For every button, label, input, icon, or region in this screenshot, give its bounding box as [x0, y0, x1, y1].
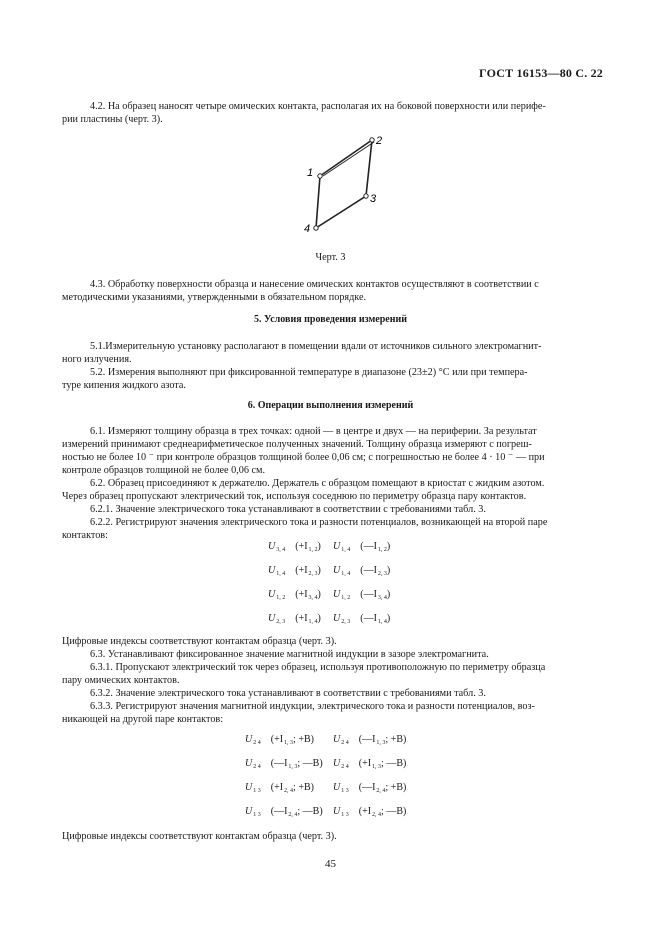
potential-index: 1 3: [253, 788, 261, 794]
current-symbol: (—I: [360, 589, 377, 600]
current-index: 2, 4: [288, 812, 298, 818]
equation-right: [333, 758, 406, 770]
potential-symbol: U: [333, 782, 341, 793]
paragraph-6-1-line-1: 6.1. Измеряют толщину образца в трех точках: одной — в центре и двух — на периферии. За результат: [90, 426, 537, 437]
potential-index: 1, 4: [341, 547, 351, 553]
equation-right: [333, 806, 406, 818]
contact-label-2: 2: [376, 135, 383, 147]
paragraph-6-1: [62, 425, 598, 477]
potential-index: 1, 4: [276, 571, 286, 577]
equation-right: [333, 565, 390, 577]
potential-symbol: U: [333, 565, 341, 576]
paren: ): [386, 589, 391, 600]
potential-symbol: U: [333, 734, 341, 745]
current-symbol: (—I: [270, 758, 288, 769]
potential-index: 1, 4: [341, 571, 351, 577]
current-symbol: (+I: [270, 782, 284, 793]
current-symbol: (+I: [295, 565, 308, 576]
potential-symbol: U: [333, 589, 341, 600]
current-index: 3, 4: [377, 595, 387, 601]
potential-index: 1 3: [341, 812, 349, 818]
potential-index: 1 3: [253, 812, 261, 818]
current-index: 2, 4: [376, 788, 386, 794]
equation-right: [333, 541, 390, 553]
equation-right: [333, 734, 406, 746]
current-symbol: (—I: [360, 565, 377, 576]
current-symbol: (+I: [358, 758, 372, 769]
current-symbol: (+I: [295, 541, 308, 552]
paragraph-5-2: [62, 366, 598, 392]
contact-label-1: 1: [307, 167, 314, 179]
equation-left: [268, 613, 321, 625]
paragraph-6-1-line-4: контроле образцов толщиной не более 0,06 см.: [62, 465, 266, 476]
equation-left: [245, 782, 314, 794]
contact-label-4: 4: [304, 223, 311, 235]
field-sign: ; +B): [385, 734, 407, 745]
paragraph-4-3: [62, 278, 598, 304]
current-index: 2, 3: [308, 571, 318, 577]
section-6-heading: 6. Операции выполнения измерений: [247, 400, 414, 411]
potential-symbol: U: [245, 782, 253, 793]
paragraph-4-3-line-1: 4.3. Обработку поверхности образца и нанесение омических контактов осуществляют в соответствии с: [90, 279, 539, 290]
current-index: 1, 3: [372, 764, 382, 770]
paragraph-4-2-line-1: 4.2. На образец наносят четыре омических контакта, располагая их на боковой поверхности или перифе-: [90, 101, 546, 112]
equation-right: [333, 589, 390, 601]
paragraph-6-2-line-2: Через образец пропускают электрический ток, используя соседнюю по периметру образца пару контактов.: [62, 491, 527, 502]
paragraph-6-3-2: 6.3.2. Значение электрического тока устанавливают в соответствии с требованиями табл. 3.: [90, 688, 486, 699]
contact-4-dot: [314, 226, 318, 230]
current-index: 1, 3: [288, 764, 298, 770]
digits-note-2: Цифровые индексы соответствуют контактам образца (черт. 3).: [62, 831, 337, 842]
sample-plate-edge: [323, 142, 374, 176]
potential-symbol: U: [333, 806, 341, 817]
paragraph-4-2-line-2: рии пластины (черт. 3).: [62, 114, 163, 125]
paragraph-6-3-1-line-1: 6.3.1. Пропускают электрический ток через образец, используя противоположную по периметру образца: [90, 662, 546, 673]
current-symbol: (+I: [295, 589, 308, 600]
field-sign: ; —B): [297, 758, 323, 769]
paragraph-6-3-3: [62, 700, 598, 726]
field-sign: ; +B): [293, 734, 314, 745]
paragraph-6-3: 6.3. Устанавливают фиксированное значение магнитной индукции в зазоре электромагнита.: [90, 649, 489, 660]
contact-1-dot: [318, 174, 322, 178]
contact-label-3: 3: [370, 193, 377, 205]
potential-index: 2 4: [341, 764, 349, 770]
current-index: 1, 4: [308, 619, 318, 625]
paragraph-5-1-line-1: 5.1.Измерительную установку располагают в помещении вдали от источников сильного электромагнит-: [90, 341, 542, 352]
equation-left: [245, 758, 323, 770]
potential-index: 3, 4: [276, 547, 286, 553]
page-header: ГОСТ 16153—80 С. 22: [479, 66, 603, 80]
current-symbol: (—I: [358, 782, 376, 793]
sample-plate-outline: [316, 140, 372, 228]
current-symbol: (—I: [360, 541, 377, 552]
paren: ): [317, 613, 321, 624]
paragraph-6-3-1: [62, 661, 598, 687]
page-number: 45: [325, 858, 336, 870]
paragraph-6-1-line-3: ностью не более 10 ⁻ при контроле образцов толщиной более 0,06 см; с погрешностью не более 4 · 10 ⁻ — при: [62, 452, 545, 463]
potential-index: 2, 3: [341, 619, 351, 625]
equation-left: [268, 565, 321, 577]
current-index: 1, 3: [284, 740, 294, 746]
equation-right: [333, 782, 406, 794]
current-index: 2, 4: [284, 788, 294, 794]
paren: ): [317, 541, 321, 552]
paragraph-6-2: [62, 477, 598, 503]
equation-left: [268, 541, 321, 553]
paragraph-6-2-1: 6.2.1. Значение электрического тока устанавливают в соответствии с требованиями табл. 3.: [90, 504, 486, 515]
potential-index: 2 4: [253, 764, 261, 770]
paren: ): [386, 541, 391, 552]
current-symbol: (+I: [358, 806, 372, 817]
paragraph-6-2-line-1: 6.2. Образец присоединяют к держателю. Держатель с образцом помещают в криостат с жидким азотом.: [90, 478, 545, 489]
paragraph-6-1-line-2: измерений принимают среднеарифметическое полученных значений. Толщину образца измеряют с погреш-: [62, 439, 532, 450]
potential-index: 2 4: [341, 740, 349, 746]
paragraph-6-3-3-line-1: 6.3.3. Регистрируют значения магнитной индукции, электрического тока и разности потенциалов, воз-: [90, 701, 535, 712]
potential-index: 2, 3: [276, 619, 286, 625]
potential-index: 1, 2: [276, 595, 286, 601]
paragraph-5-2-line-2: туре кипения жидкого азота.: [62, 380, 186, 391]
paragraph-5-1-line-2: ного излучения.: [62, 354, 132, 365]
current-index: 1, 4: [377, 619, 387, 625]
paragraph-6-2-2: [62, 516, 598, 542]
current-index: 2, 3: [377, 571, 387, 577]
potential-symbol: U: [333, 541, 341, 552]
contact-2-dot: [370, 138, 374, 142]
paren: ): [317, 565, 321, 576]
current-symbol: (—I: [270, 806, 288, 817]
current-index: 1, 2: [377, 547, 387, 553]
field-sign: ; +B): [385, 782, 407, 793]
paragraph-6-2-2-line-1: 6.2.2. Регистрируют значения электрического тока и разности потенциалов, возникающей на второй паре: [90, 517, 548, 528]
current-index: 3, 4: [308, 595, 318, 601]
field-sign: ; +B): [293, 782, 314, 793]
paragraph-6-3-1-line-2: пару омических контактов.: [62, 675, 180, 686]
current-index: 1, 2: [308, 547, 318, 553]
potential-symbol: U: [268, 589, 276, 600]
potential-symbol: U: [333, 613, 341, 624]
digits-note-1: Цифровые индексы соответствуют контактам образца (черт. 3).: [62, 636, 337, 647]
paren: ): [386, 613, 391, 624]
current-symbol: (+I: [270, 734, 284, 745]
potential-index: 2 4: [253, 740, 261, 746]
potential-symbol: U: [268, 541, 276, 552]
paragraph-6-2-2-line-2: контактов:: [62, 530, 108, 541]
potential-symbol: U: [245, 734, 253, 745]
section-5-heading: 5. Условия проведения измерений: [253, 314, 408, 325]
equation-left: [245, 806, 323, 818]
current-symbol: (—I: [360, 613, 377, 624]
potential-index: 1, 2: [341, 595, 351, 601]
field-sign: ; —B): [381, 806, 407, 817]
field-sign: ; —B): [297, 806, 323, 817]
paragraph-4-3-line-2: методическими указаниями, утвержденными в обязательном порядке.: [62, 292, 367, 303]
equation-left: [245, 734, 314, 746]
equation-right: [333, 613, 390, 625]
current-index: 2, 4: [372, 812, 382, 818]
figure-3-sample-diagram: [296, 128, 386, 238]
potential-symbol: U: [268, 565, 276, 576]
potential-symbol: U: [268, 613, 276, 624]
potential-symbol: U: [245, 758, 253, 769]
field-sign: ; —B): [381, 758, 407, 769]
potential-index: 1 3: [341, 788, 349, 794]
current-symbol: (—I: [358, 734, 376, 745]
potential-symbol: U: [245, 806, 253, 817]
current-index: 1, 3: [376, 740, 386, 746]
figure-3-caption: Черт. 3: [315, 252, 346, 263]
paren: ): [317, 589, 321, 600]
paragraph-6-3-3-line-2: никающей на другой паре контактов:: [62, 714, 224, 725]
paragraph-5-2-line-1: 5.2. Измерения выполняют при фиксированной температуре в диапазоне (23±2) °С или при темпера-: [90, 367, 528, 378]
potential-symbol: U: [333, 758, 341, 769]
paren: ): [386, 565, 391, 576]
equation-left: [268, 589, 321, 601]
current-symbol: (+I: [295, 613, 308, 624]
contact-3-dot: [364, 194, 368, 198]
paragraph-4-2: [62, 100, 598, 126]
paragraph-5-1: [62, 340, 598, 366]
